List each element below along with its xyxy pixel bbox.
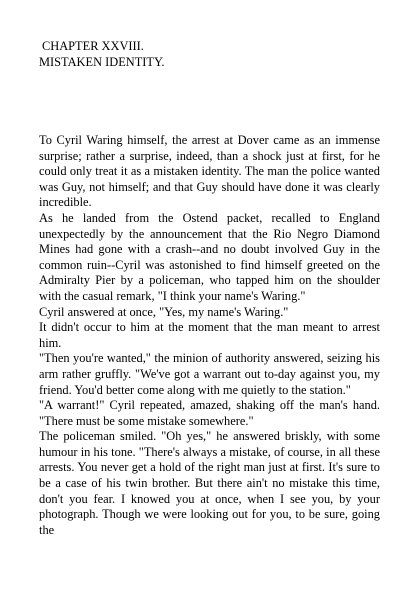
paragraph: As he landed from the Ostend packet, recalled to England unexpectedly by the announcement that the Rio Negro Diamond Mines had gone with a crash--and no doubt involved Guy in the common ruin--Cyril was astonished to find himself greeted on the Admiralty Pier by a policeman, who tapped him on the shoulder with the casual remark, "I think your name's Waring."	[39, 210, 380, 303]
paragraph: It didn't occur to him at the moment that the man meant to arrest him.	[39, 320, 380, 350]
chapter-title: MISTAKEN IDENTITY.	[39, 55, 165, 69]
chapter-heading	[39, 38, 164, 70]
paragraph: "A warrant!" Cyril repeated, amazed, shaking off the man's hand. "There must be some mistake somewhere."	[39, 398, 380, 428]
paragraph: "Then you're wanted," the minion of authority answered, seizing his arm rather gruffly. "We've got a warrant out to-day against you, my friend. You'd better come along with me quietly to the station."	[39, 351, 380, 397]
paragraph: The policeman smiled. "Oh yes," he answered briskly, with some humour in his tone. "There's always a mistake, of course, in all these arrests. You never get a hold of the right man just at first. It's sure to be a case of his twin brother. But there ain't no mistake this time, don't you fear. I knowed you at once, when I see you, by your photograph. Though we were looking out for you, to be sure, going the	[39, 429, 380, 537]
paragraph: To Cyril Waring himself, the arrest at Dover came as an immense surprise; rather a surprise, indeed, than a shock just at first, for he could only treat it as a mistaken identity. The man the police wanted was Guy, not himself; and that Guy should have done it was clearly incredible.	[39, 133, 380, 210]
chapter-body	[39, 133, 380, 538]
paragraph: Cyril answered at once, "Yes, my name's Waring."	[39, 304, 289, 319]
chapter-number: CHAPTER XXVIII.	[42, 39, 144, 53]
